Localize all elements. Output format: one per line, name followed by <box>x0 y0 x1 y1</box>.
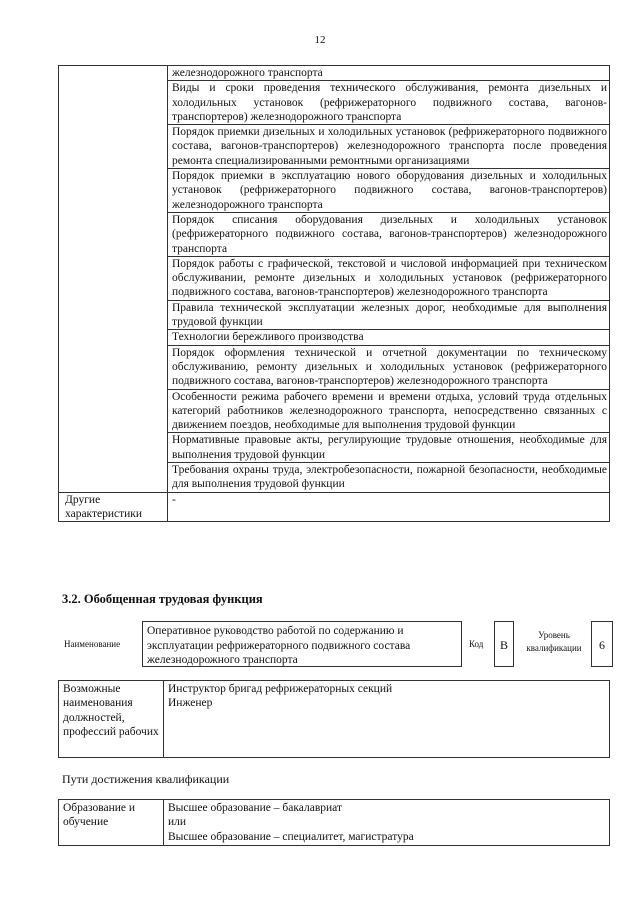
knowledge-row: железнодорожного транспорта <box>168 66 610 81</box>
knowledge-row: Требования охраны труда, электробезопасности, пожарной безопасности, необходимые для выполнения трудовой функции <box>168 463 610 493</box>
knowledge-row: Технологии бережливого производства <box>168 330 610 345</box>
positions-cell <box>164 681 610 758</box>
education-item: Высшее образование – специалитет, магистратура <box>168 830 414 843</box>
code-label: Код <box>469 639 484 649</box>
section-title: 3.2. Обобщенная трудовая функция <box>62 592 263 606</box>
education-table <box>58 799 610 846</box>
knowledge-row: Порядок работы с графической, текстовой и числовой информацией при техническом обслуживании, ремонте дизельных и холодильных установок (рефрижераторного подвижного состава, вагонов-транспортеров) железнодорожного транспорта <box>168 256 610 300</box>
knowledge-row: Нормативные правовые акты, регулирующие трудовые отношения, необходимые для выполнения трудовой функции <box>168 433 610 463</box>
level-label: Уровень квалификации <box>526 630 582 653</box>
knowledge-row: Порядок приемки дизельных и холодильных установок (рефрижераторного подвижного состава, вагонов-транспортеров) железнодорожного транспорта после проведения ремонта специализированными ремонтными организациями <box>168 125 610 169</box>
positions-label: Возможные наименования должностей, профессий рабочих <box>59 681 164 758</box>
positions-table <box>58 680 610 758</box>
code-value-box: B <box>494 621 514 667</box>
position-item: Инструктор бригад рефрижераторных секций <box>168 683 393 695</box>
knowledge-row: Порядок списания оборудования дизельных и холодильных установок (рефрижераторного подвижного состава, вагонов-транспортеров) железнодорожного транспорта <box>168 212 610 256</box>
knowledge-row: Особенности режима рабочего времени и времени отдыха, условий труда отдельных категорий работников железнодорожного транспорта, непосредственно связанных с движением поездов, необходимые для выполнения трудовой функции <box>168 389 610 433</box>
knowledge-row: Правила технической эксплуатации железных дорог, необходимые для выполнения трудовой функции <box>168 300 610 330</box>
level-value-box: 6 <box>591 621 613 667</box>
function-name-box: Оперативное руководство работой по содержанию и эксплуатации рефрижераторного подвижного состава железнодорожного транспорта <box>142 621 462 667</box>
education-item: Высшее образование – бакалавриат <box>168 802 342 814</box>
other-characteristics-value: - <box>168 492 610 522</box>
paths-title: Пути достижения квалификации <box>62 772 230 786</box>
knowledge-row: Порядок приемки в эксплуатацию нового оборудования дизельных и холодильных установок (рефрижераторного подвижного состава, вагонов-транспортеров) железнодорожного транспорта <box>168 169 610 213</box>
page-number: 12 <box>314 34 326 46</box>
other-characteristics-label: Другие характеристики <box>59 492 168 522</box>
knowledge-label-cell <box>59 66 168 493</box>
education-label: Образование и обучение <box>59 800 164 846</box>
knowledge-row: Виды и сроки проведения технического обслуживания, ремонта дизельных и холодильных установок (рефрижераторного подвижного состава, вагонов-транспортеров) железнодорожного транспорта <box>168 81 610 125</box>
education-item: или <box>168 816 187 829</box>
knowledge-table <box>58 65 610 522</box>
name-label: Наименование <box>64 639 121 649</box>
education-cell <box>164 800 610 846</box>
knowledge-row: Порядок оформления технической и отчетной документации по техническому обслуживанию, ремонту дизельных и холодильных установок (рефрижераторного подвижного состава, вагонов-транспортеров) железнодорожного транспорта <box>168 345 610 389</box>
position-item: Инженер <box>168 697 213 710</box>
